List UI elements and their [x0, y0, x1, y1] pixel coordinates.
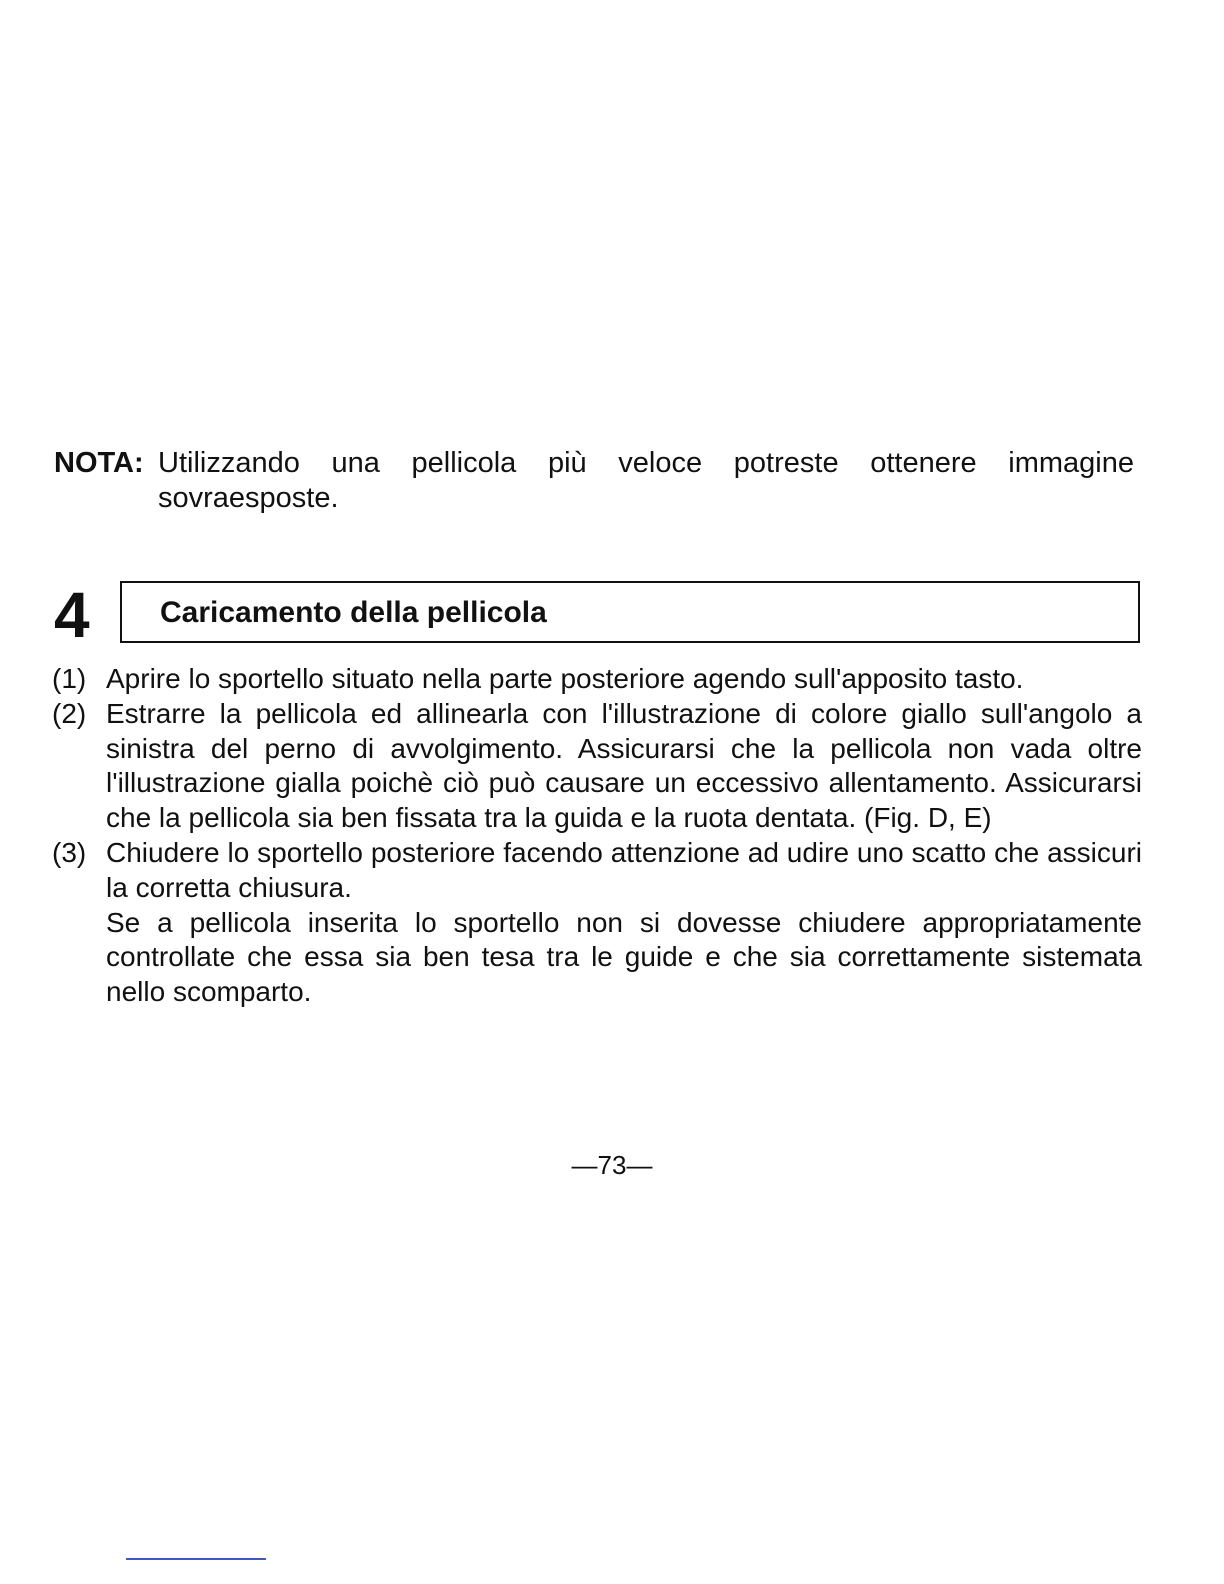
step-3: [52, 836, 1142, 1010]
step-extra-text: Se a pellicola inserita lo sportello non si dovesse chiudere appropriatamente controllate che essa sia ben tesa tra le guide e che sia correttamente sistemata nello scomparto.: [106, 906, 1142, 1008]
note-text: Utilizzando una pellicola più veloce potreste ottenere immagine sovraesposte.: [158, 447, 1134, 514]
footer-rule: [126, 1558, 266, 1560]
note-label: NOTA:: [54, 447, 144, 479]
step-number: (3): [52, 836, 87, 868]
section-title-box: [120, 581, 1140, 643]
step-text: Aprire lo sportello situato nella parte posteriore agendo sull'apposito tasto.: [106, 663, 1024, 694]
step-text: Estrarre la pellicola ed allinearla con l'illustrazione di colore giallo sull'angolo a sinistra del perno di avvolgimento. Assicurarsi che la pellicola non vada oltre l'illustrazione gialla poichè ciò può causare un eccessivo allentamento. Assicurarsi che la pellicola sia ben fissata tra la guida e la ruota dentata. (Fig. D, E): [106, 697, 1142, 834]
section-number: 4: [54, 579, 90, 651]
step-2: [52, 697, 1142, 836]
steps-list: [52, 662, 1142, 1010]
step-1: [52, 662, 1142, 697]
step-number: (2): [52, 697, 87, 729]
step-number: (1): [52, 663, 87, 694]
step-text: Chiudere lo sportello posteriore facendo attenzione ad udire uno scatto che assicuri la corretta chiusura.: [106, 836, 1142, 903]
section-title: Caricamento della pellicola: [160, 596, 547, 629]
page-number: —73—: [571, 1150, 653, 1180]
